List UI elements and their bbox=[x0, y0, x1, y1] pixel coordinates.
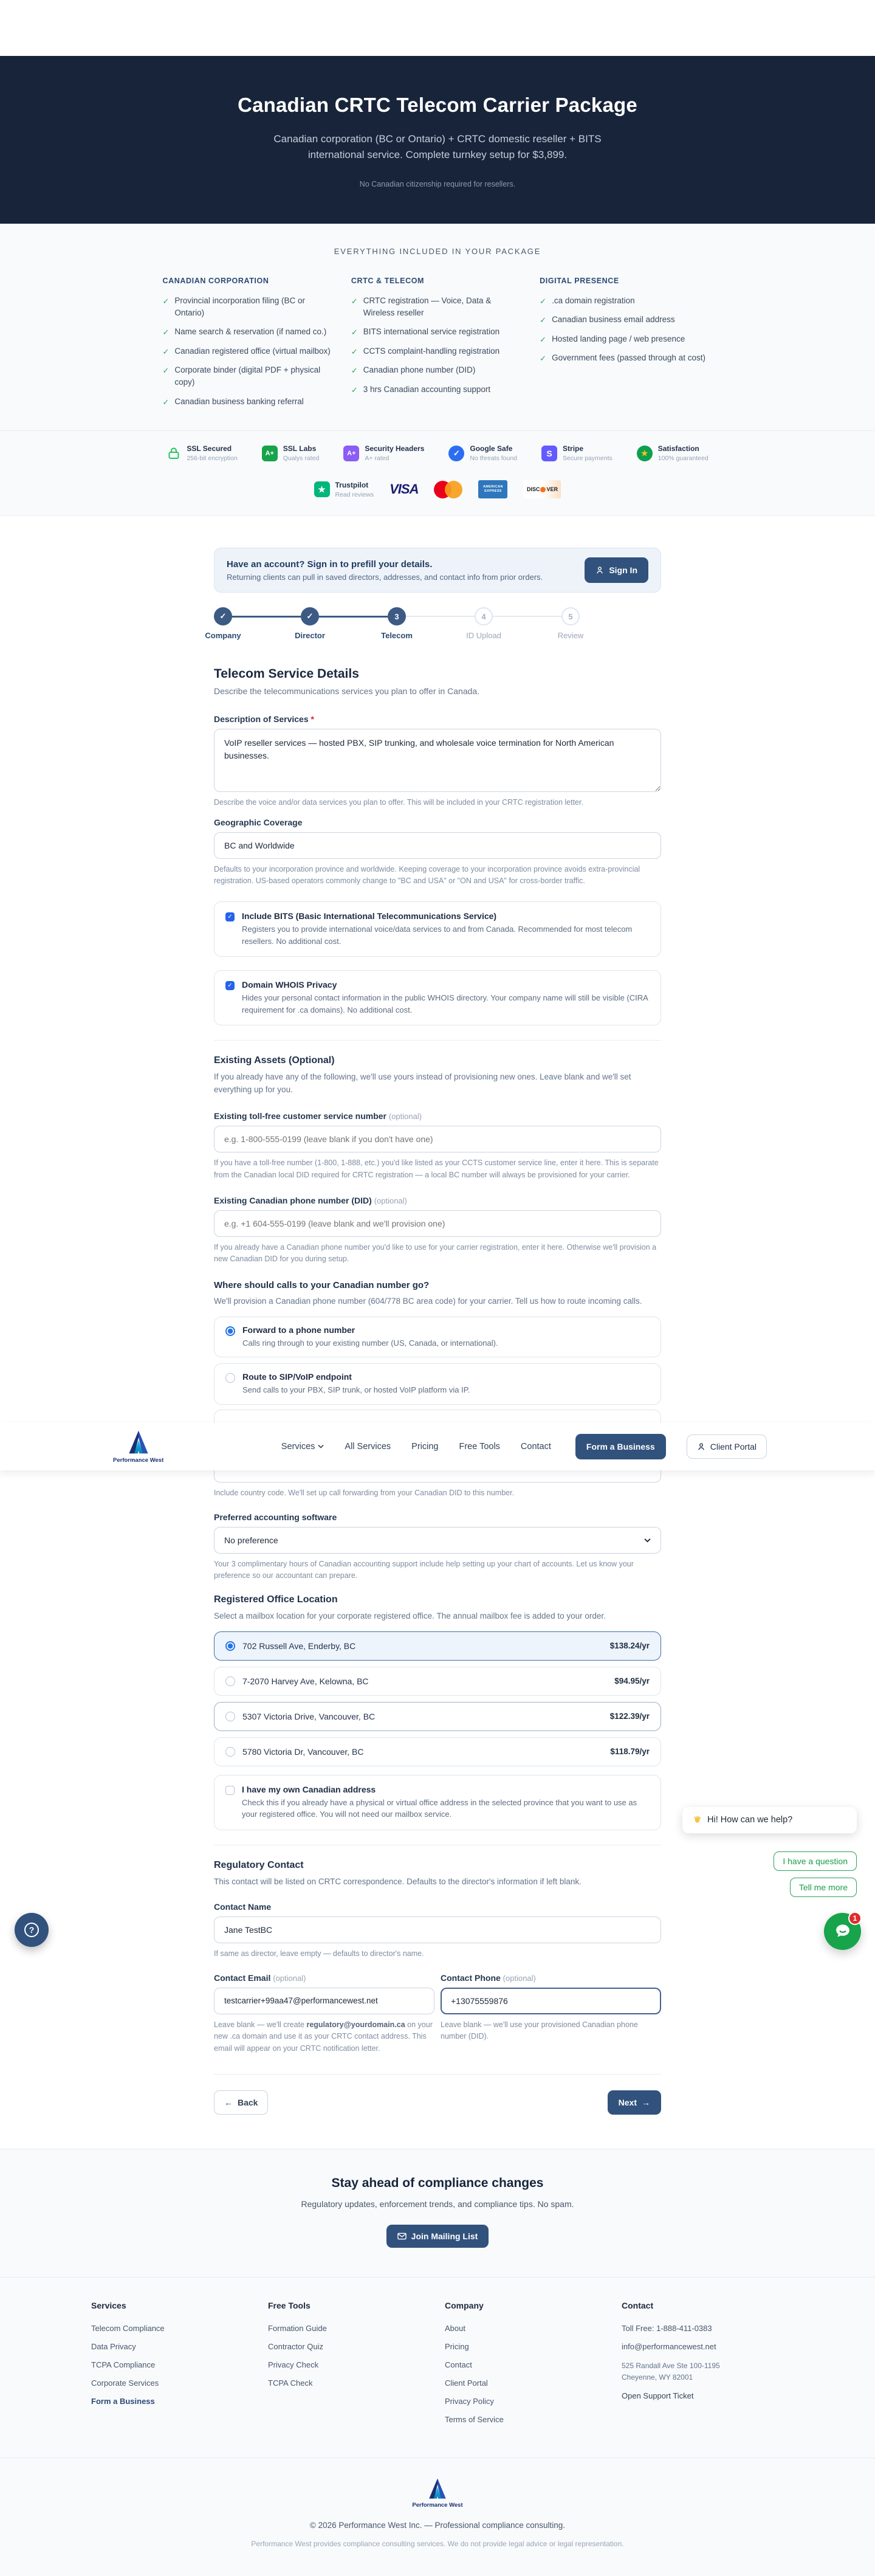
included-item bbox=[351, 345, 524, 358]
coverage-label: Geographic Coverage bbox=[214, 817, 303, 827]
routing-option-title: Forward to a phone number bbox=[242, 1324, 355, 1335]
ssl-labs-icon: A+ bbox=[262, 446, 278, 461]
bits-title: Include BITS (Basic International Telecommunications Service) bbox=[242, 911, 497, 921]
routing-option-forward[interactable] bbox=[214, 1317, 661, 1358]
services-label: Description of Services * bbox=[214, 714, 314, 725]
office-price: $122.39/yr bbox=[609, 1712, 650, 1721]
stepper-connector bbox=[319, 616, 388, 618]
client-portal-label: Client Portal bbox=[710, 1441, 757, 1452]
nav-contact[interactable]: Contact bbox=[520, 1441, 551, 1452]
footer-col-title: Contact bbox=[622, 2301, 654, 2311]
did-help: If you already have a Canadian phone number you'd like to use for your carrier registration, enter it here. Otherwise we'll provision a new Canadian DID for you during setup. bbox=[214, 1242, 657, 1264]
check-icon: ✓ bbox=[351, 366, 358, 376]
included-item bbox=[351, 364, 524, 377]
contact-email-help: Leave blank — we'll create regulatory@yourdomain.ca on your new .ca domain and use it as your CRTC contact address. This email will appear on your CRTC notification letter. bbox=[214, 2020, 433, 2053]
footer-email[interactable]: info@performancewest.net bbox=[622, 2342, 716, 2352]
main-navbar bbox=[0, 1423, 875, 1470]
bottom-bar bbox=[0, 2457, 875, 2576]
person-icon bbox=[697, 1442, 705, 1451]
tollfree-input[interactable] bbox=[214, 1126, 661, 1152]
included-item bbox=[351, 326, 524, 339]
top-spacer bbox=[0, 0, 875, 56]
next-button[interactable] bbox=[608, 2090, 661, 2115]
office-address: 5780 Victoria Dr, Vancouver, BC bbox=[242, 1746, 364, 1757]
included-item bbox=[540, 314, 712, 326]
discover-logo bbox=[523, 480, 561, 498]
chat-more-button[interactable]: Tell me more bbox=[790, 1878, 857, 1897]
included-grid bbox=[163, 277, 713, 415]
included-item bbox=[351, 295, 524, 320]
coverage-help: Defaults to your incorporation province and worldwide. Keeping coverage to your incorporation province avoids extra-provincial registration. US-based operators commonly change to "BC and USA" or "ON and USA" for cross-border traffic. bbox=[214, 864, 640, 885]
footer-logo-text: Performance West bbox=[412, 2502, 463, 2509]
footer-col-title: Free Tools bbox=[268, 2301, 311, 2311]
join-mailing-list-button[interactable] bbox=[386, 2225, 489, 2248]
footer-address: 525 Randall Ave Ste 100-1195 Cheyenne, WY 82001 bbox=[622, 2361, 720, 2382]
included-item bbox=[163, 295, 335, 320]
signin-banner bbox=[214, 548, 661, 593]
office-address: 7-2070 Harvey Ave, Kelowna, BC bbox=[242, 1676, 369, 1686]
whois-title: Domain WHOIS Privacy bbox=[242, 980, 337, 990]
chat-unread-badge: 1 bbox=[848, 1912, 862, 1925]
whois-checkbox[interactable]: ✓ bbox=[225, 981, 235, 990]
chat-greeting-text: Hi! How can we help? bbox=[707, 1815, 793, 1825]
signin-subtitle: Returning clients can pull in saved directors, addresses, and contact info from prior orders. bbox=[227, 572, 543, 582]
footer-link-telecom-compliance[interactable]: Telecom Compliance bbox=[91, 2324, 165, 2333]
accounting-selected-value: No preference bbox=[224, 1535, 278, 1545]
bits-checkbox-card[interactable] bbox=[214, 901, 661, 957]
whois-desc: Hides your personal contact information in the public WHOIS directory. Your company name will still be visible (CIRA requirement for .ca domains). No additional cost. bbox=[242, 993, 648, 1014]
form-title: Telecom Service Details bbox=[214, 667, 359, 681]
contact-phone-label: Contact Phone (optional) bbox=[441, 1972, 536, 1983]
badge-sub: A+ rated bbox=[365, 455, 389, 463]
chevron-down-icon bbox=[644, 1538, 651, 1543]
badge-name: Stripe bbox=[563, 444, 584, 453]
badge-ssl-labs bbox=[262, 444, 320, 462]
step-label-id-upload: ID Upload bbox=[466, 631, 501, 641]
badge-name: Trustpilot bbox=[335, 480, 369, 489]
routing-desc: We'll provision a Canadian phone number (604/778 BC area code) for your carrier. Tell us how to route incoming calls. bbox=[214, 1296, 642, 1306]
footer-logo bbox=[0, 2478, 875, 2509]
sip-radio[interactable] bbox=[225, 1373, 235, 1383]
performance-west-logo-icon bbox=[424, 2478, 451, 2501]
footer-link-data-privacy[interactable]: Data Privacy bbox=[91, 2342, 136, 2352]
badge-sub: Qualys rated bbox=[283, 455, 320, 463]
page-title: Canadian CRTC Telecom Carrier Package bbox=[238, 94, 637, 116]
optional-tag: (optional) bbox=[273, 1973, 306, 1983]
check-icon: ✓ bbox=[351, 328, 358, 337]
trust-section bbox=[0, 430, 875, 515]
footer-link-privacy-check[interactable]: Privacy Check bbox=[268, 2360, 319, 2370]
discover-text-left: DISC bbox=[526, 486, 540, 493]
badge-name: Satisfaction bbox=[657, 444, 699, 453]
envelope-icon bbox=[397, 2233, 407, 2240]
chat-greeting-bubble[interactable] bbox=[682, 1807, 857, 1833]
contact-name-input[interactable] bbox=[214, 1917, 661, 1943]
trust-badges-row bbox=[0, 444, 875, 462]
office-radio[interactable] bbox=[225, 1747, 235, 1757]
forward-radio[interactable] bbox=[225, 1326, 235, 1336]
included-column-digital bbox=[540, 277, 712, 415]
included-item-label: Name search & reservation (if named co.) bbox=[174, 327, 327, 337]
regulatory-desc: This contact will be listed on CRTC correspondence. Defaults to the director's information if left blank. bbox=[214, 1876, 582, 1886]
tollfree-help: If you have a toll-free number (1-800, 1-888, etc.) you'd like listed as your CCTS customer service line, enter it here. This is separate from the Canadian local DID required for CRTC registration — a local BC number will always be provisioned for your carrier. bbox=[214, 1159, 659, 1179]
step-label-telecom: Telecom bbox=[381, 631, 413, 641]
badge-sub: No threats found bbox=[470, 455, 518, 463]
coverage-input[interactable] bbox=[214, 832, 661, 859]
forward-number-input-cut[interactable] bbox=[214, 1470, 661, 1483]
forward-number-card-cut bbox=[214, 1410, 661, 1423]
back-button[interactable] bbox=[214, 2090, 268, 2115]
routing-option-title: Route to SIP/VoIP endpoint bbox=[242, 1372, 352, 1382]
chat-bubble-icon bbox=[834, 1922, 852, 1940]
included-item bbox=[163, 345, 335, 358]
check-icon: ✓ bbox=[351, 346, 358, 356]
badge-name: SSL Labs bbox=[283, 444, 317, 453]
included-item-label: CRTC registration — Voice, Data & Wireless reseller bbox=[363, 295, 492, 317]
hero-note: No Canadian citizenship required for resellers. bbox=[359, 179, 516, 188]
included-item-label: Corporate binder (digital PDF + physical copy) bbox=[174, 365, 321, 387]
sign-in-button[interactable] bbox=[585, 557, 648, 583]
step-review-circle[interactable]: 5 bbox=[561, 607, 580, 625]
step-director-circle[interactable]: ✓ bbox=[301, 607, 319, 625]
regulatory-heading: Regulatory Contact bbox=[214, 1859, 304, 1870]
included-item bbox=[163, 326, 335, 339]
included-item-label: 3 hrs Canadian accounting support bbox=[363, 384, 491, 394]
lock-icon bbox=[166, 446, 181, 461]
chevron-down-icon bbox=[318, 1444, 324, 1448]
footer-col-services bbox=[91, 2301, 253, 2433]
newsletter-section bbox=[0, 2149, 875, 2277]
star-icon: ★ bbox=[637, 446, 653, 461]
footer-col-company bbox=[445, 2301, 607, 2433]
included-column-telecom bbox=[351, 277, 524, 415]
signin-title: Have an account? Sign in to prefill your details. bbox=[227, 559, 433, 570]
office-option-victoria-dr[interactable] bbox=[214, 1737, 661, 1766]
stepper-connector bbox=[406, 616, 475, 617]
back-label: Back bbox=[238, 2098, 258, 2108]
included-heading: EVERYTHING INCLUDED IN YOUR PACKAGE bbox=[334, 246, 541, 256]
footer-col-title: Company bbox=[445, 2301, 484, 2311]
contact-phone-input[interactable] bbox=[441, 1988, 661, 2014]
bits-desc: Registers you to provide international voice/data services to and from Canada. Recommended for most telecom resellers. No additional cost. bbox=[242, 925, 633, 946]
chat-question-button[interactable]: I have a question bbox=[774, 1851, 857, 1871]
badge-sub: 100% guaranteed bbox=[657, 455, 709, 463]
included-item-label: Canadian business banking referral bbox=[174, 396, 304, 406]
stepper-connector bbox=[232, 616, 301, 618]
badge-sub: Read reviews bbox=[335, 491, 374, 498]
sign-in-label: Sign In bbox=[609, 565, 637, 576]
check-icon: ✓ bbox=[162, 328, 170, 337]
check-icon: ✓ bbox=[162, 397, 170, 407]
included-item-label: BITS international service registration bbox=[363, 327, 500, 337]
office-radio[interactable] bbox=[225, 1676, 235, 1686]
footer-link-form-a-business[interactable]: Form a Business bbox=[91, 2397, 155, 2406]
step-label-review: Review bbox=[557, 631, 584, 641]
office-radio[interactable] bbox=[225, 1712, 235, 1721]
badge-satisfaction bbox=[637, 444, 709, 462]
footer-link-contractor-quiz[interactable]: Contractor Quiz bbox=[268, 2342, 324, 2352]
stepper-connector bbox=[493, 616, 561, 617]
question-icon: ? bbox=[24, 1923, 39, 1937]
badge-sub: Secure payments bbox=[563, 455, 612, 463]
optional-tag: (optional) bbox=[503, 1973, 536, 1983]
included-item bbox=[163, 396, 335, 408]
accounting-help: Your 3 complimentary hours of Canadian accounting support include help setting up your chart of accounts. Let us know your preference so our accountant can prepare. bbox=[214, 1559, 634, 1580]
footer-col-title: Services bbox=[91, 2301, 126, 2311]
performance-west-logo-icon bbox=[123, 1430, 154, 1456]
included-column-corporation bbox=[163, 277, 335, 415]
included-item bbox=[540, 352, 712, 365]
own-address-card[interactable] bbox=[214, 1775, 661, 1830]
check-icon: ✓ bbox=[540, 334, 547, 344]
included-item-label: Canadian registered office (virtual mailbox) bbox=[174, 346, 331, 356]
navbar-logo[interactable] bbox=[113, 1430, 163, 1464]
own-address-desc: Check this if you already have a physical or virtual office address in the selected province that you want to use as your registered office. You will not need our mailbox service. bbox=[242, 1797, 637, 1819]
office-price: $138.24/yr bbox=[609, 1641, 650, 1651]
check-icon: ✓ bbox=[351, 296, 358, 306]
contact-name-help: If same as director, leave empty — defaults to director's name. bbox=[214, 1949, 424, 1958]
badge-security-headers bbox=[343, 444, 424, 462]
included-section bbox=[0, 224, 875, 431]
check-icon: ✓ bbox=[351, 385, 358, 394]
contact-name-label: Contact Name bbox=[214, 1901, 272, 1912]
office-option-kelowna[interactable] bbox=[214, 1667, 661, 1696]
included-item-label: Canadian phone number (DID) bbox=[363, 365, 476, 375]
included-item-label: CCTS complaint-handling registration bbox=[363, 346, 500, 356]
nav-services[interactable]: Services bbox=[281, 1442, 324, 1452]
step-company-circle[interactable]: ✓ bbox=[214, 607, 232, 625]
included-column-title: CANADIAN CORPORATION bbox=[162, 276, 269, 285]
included-column-title: CRTC & TELECOM bbox=[351, 276, 425, 285]
whois-checkbox-card[interactable] bbox=[214, 970, 661, 1025]
divider bbox=[214, 1040, 661, 1041]
office-price: $118.79/yr bbox=[610, 1747, 650, 1757]
mastercard-logo bbox=[434, 481, 462, 498]
step-telecom-circle[interactable]: 3 bbox=[388, 607, 406, 625]
included-item bbox=[540, 295, 712, 308]
optional-tag: (optional) bbox=[388, 1112, 422, 1121]
help-button[interactable] bbox=[15, 1913, 49, 1947]
included-item-label: Provincial incorporation filing (BC or Ontario) bbox=[174, 295, 305, 317]
footer-col-contact bbox=[622, 2301, 784, 2433]
badge-name: Security Headers bbox=[365, 444, 425, 453]
routing-option-sip[interactable] bbox=[214, 1363, 661, 1405]
nav-pricing[interactable]: Pricing bbox=[411, 1441, 439, 1452]
amex-logo: AMERICAN EXPRESS bbox=[478, 480, 507, 498]
accounting-select[interactable] bbox=[214, 1527, 661, 1554]
office-address: 702 Russell Ave, Enderby, BC bbox=[242, 1641, 356, 1651]
did-input[interactable] bbox=[214, 1210, 661, 1237]
next-label: Next bbox=[618, 2098, 637, 2108]
join-mailing-list-label: Join Mailing List bbox=[411, 2231, 478, 2242]
routing-option-desc: Send calls to your PBX, SIP trunk, or hosted VoIP platform via IP. bbox=[242, 1385, 470, 1395]
footer-link-contact[interactable]: Contact bbox=[445, 2360, 472, 2370]
nav-free-tools[interactable]: Free Tools bbox=[459, 1441, 500, 1452]
routing-heading: Where should calls to your Canadian number go? bbox=[214, 1279, 430, 1290]
bits-checkbox[interactable]: ✓ bbox=[225, 912, 235, 921]
routing-option-desc: Calls ring through to your existing number (US, Canada, or international). bbox=[242, 1338, 498, 1348]
included-item bbox=[540, 333, 712, 346]
form-subtitle: Describe the telecommunications services you plan to offer in Canada. bbox=[214, 686, 480, 697]
did-label: Existing Canadian phone number (DID) (optional) bbox=[214, 1195, 407, 1205]
included-item bbox=[163, 364, 335, 389]
office-heading: Registered Office Location bbox=[214, 1594, 338, 1605]
client-portal-button[interactable] bbox=[687, 1434, 767, 1459]
included-item-label: Government fees (passed through at cost) bbox=[552, 353, 705, 363]
badge-name: SSL Secured bbox=[187, 444, 232, 453]
footer-link-tcpa-check[interactable]: TCPA Check bbox=[268, 2378, 313, 2388]
footer-link-pricing[interactable]: Pricing bbox=[445, 2342, 469, 2352]
footer-link-corporate-services[interactable]: Corporate Services bbox=[91, 2378, 159, 2388]
badge-ssl-secured bbox=[166, 444, 237, 462]
navbar-logo-text: Performance West bbox=[113, 1456, 164, 1464]
own-address-title: I have my own Canadian address bbox=[242, 1784, 376, 1794]
tollfree-label: Existing toll-free customer service number (optional) bbox=[214, 1111, 422, 1121]
footer-link-terms[interactable]: Terms of Service bbox=[445, 2415, 504, 2425]
divider bbox=[214, 2074, 661, 2075]
included-column-title: DIGITAL PRESENCE bbox=[540, 276, 619, 285]
required-asterisk: * bbox=[311, 714, 314, 725]
step-label-director: Director bbox=[295, 631, 325, 641]
check-icon: ✓ bbox=[540, 296, 547, 306]
person-icon bbox=[595, 566, 604, 574]
check-icon: ✓ bbox=[540, 315, 547, 325]
office-option-victoria-drive[interactable] bbox=[214, 1702, 661, 1731]
footer-col-free-tools bbox=[268, 2301, 430, 2433]
payment-logos-row bbox=[0, 480, 875, 498]
nav-all-services[interactable]: All Services bbox=[345, 1441, 391, 1452]
badge-sub: 256-bit encryption bbox=[187, 455, 238, 463]
included-item bbox=[351, 384, 524, 396]
optional-tag: (optional) bbox=[374, 1196, 407, 1205]
discover-text-right: VER bbox=[546, 486, 558, 493]
wave-icon bbox=[692, 1815, 702, 1825]
office-desc: Select a mailbox location for your corporate registered office. The annual mailbox fee is added to your order. bbox=[214, 1611, 606, 1620]
form-section-top bbox=[0, 515, 875, 1422]
included-item-label: Hosted landing page / web presence bbox=[552, 334, 685, 343]
office-price: $94.95/yr bbox=[614, 1676, 650, 1686]
hero-subtitle: Canadian corporation (BC or Ontario) + CRTC domestic reseller + BITS international service. Complete turnkey setup for $3,899. bbox=[273, 133, 602, 161]
visa-logo: VISA bbox=[389, 481, 419, 497]
footer-link-client-portal[interactable]: Client Portal bbox=[445, 2378, 488, 2388]
contact-email-label: Contact Email (optional) bbox=[214, 1972, 306, 1983]
services-textarea[interactable] bbox=[214, 729, 661, 792]
disclaimer-text: Performance West provides compliance consulting services. We do not provide legal advice or legal representation. bbox=[251, 2540, 624, 2549]
services-help: Describe the voice and/or data services you plan to offer. This will be included in your CRTC registration letter. bbox=[214, 798, 583, 807]
office-address: 5307 Victoria Drive, Vancouver, BC bbox=[242, 1711, 376, 1721]
check-icon: ✓ bbox=[162, 346, 170, 356]
shield-check-icon: ✓ bbox=[448, 446, 464, 461]
check-icon: ✓ bbox=[162, 296, 170, 306]
footer-link-tcpa-compliance[interactable]: TCPA Compliance bbox=[91, 2360, 156, 2370]
badge-name: Google Safe bbox=[470, 444, 513, 453]
arrow-left-icon: ← bbox=[224, 2098, 233, 2108]
copyright-text: © 2026 Performance West Inc. — Professional compliance consulting. bbox=[309, 2521, 566, 2530]
trustpilot-badge[interactable] bbox=[314, 481, 374, 498]
office-radio[interactable] bbox=[225, 1641, 235, 1651]
form-section-bottom bbox=[0, 1470, 875, 2149]
forward-number-help: Include country code. We'll set up call forwarding from your Canadian DID to this number. bbox=[214, 1488, 515, 1497]
badge-google-safe bbox=[448, 444, 517, 462]
footer-link-about[interactable]: About bbox=[445, 2324, 465, 2333]
newsletter-title: Stay ahead of compliance changes bbox=[331, 2176, 544, 2191]
discover-dot-icon bbox=[540, 487, 546, 492]
check-icon: ✓ bbox=[540, 354, 547, 363]
office-option-enderby[interactable] bbox=[214, 1631, 661, 1661]
included-item-label: .ca domain registration bbox=[552, 295, 635, 305]
assets-heading: Existing Assets (Optional) bbox=[214, 1055, 335, 1066]
contact-phone-help: Leave blank — we'll use your provisioned Canadian phone number (DID). bbox=[441, 2020, 638, 2041]
footer-phone[interactable]: Toll Free: 1-888-411-0383 bbox=[622, 2324, 712, 2333]
contact-email-input[interactable] bbox=[214, 1988, 434, 2014]
own-address-checkbox[interactable] bbox=[225, 1786, 235, 1795]
footer-support-ticket[interactable]: Open Support Ticket bbox=[622, 2391, 694, 2401]
badge-stripe bbox=[541, 444, 612, 462]
check-icon: ✓ bbox=[162, 366, 170, 376]
footer-link-privacy-policy[interactable]: Privacy Policy bbox=[445, 2397, 494, 2406]
step-label-company: Company bbox=[205, 631, 241, 641]
stripe-icon: S bbox=[541, 446, 557, 461]
trustpilot-star-icon: ★ bbox=[314, 481, 330, 497]
arrow-right-icon: → bbox=[642, 2098, 650, 2108]
accounting-label: Preferred accounting software bbox=[214, 1512, 337, 1522]
security-headers-icon: A+ bbox=[343, 446, 359, 461]
footer-link-formation-guide[interactable]: Formation Guide bbox=[268, 2324, 327, 2333]
progress-stepper bbox=[205, 607, 661, 641]
step-id-upload-circle[interactable]: 4 bbox=[475, 607, 493, 625]
assets-desc: If you already have any of the following, we'll use yours instead of provisioning new ones. Leave blank and we'll set everything up for you. bbox=[214, 1072, 631, 1095]
form-a-business-button[interactable]: Form a Business bbox=[575, 1434, 666, 1459]
newsletter-subtitle: Regulatory updates, enforcement trends, and compliance tips. No spam. bbox=[301, 2199, 574, 2209]
included-item-label: Canadian business email address bbox=[552, 315, 675, 325]
footer bbox=[0, 2277, 875, 2457]
hero-section bbox=[0, 56, 875, 224]
